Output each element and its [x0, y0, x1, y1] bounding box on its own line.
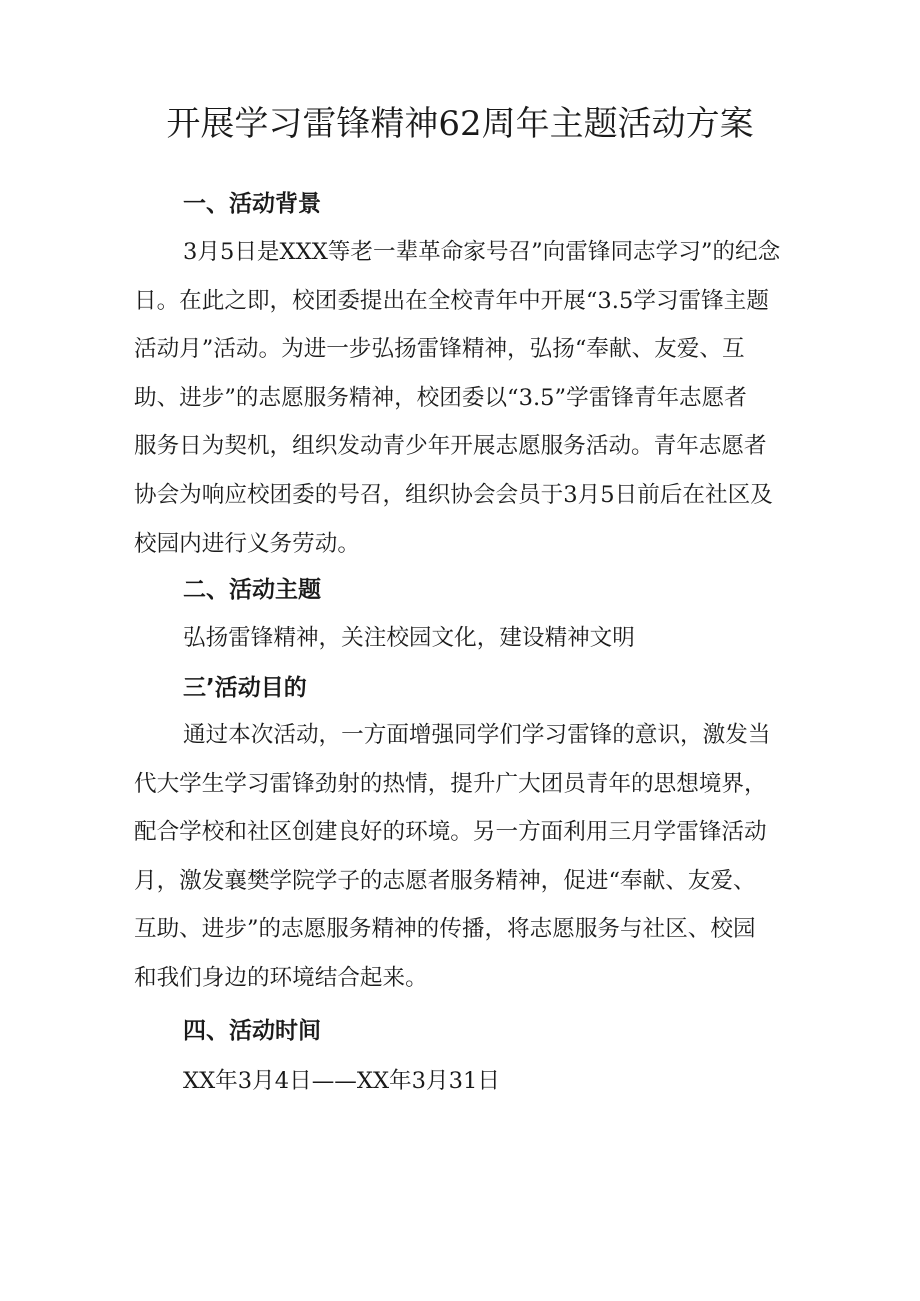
body-line: 月，激发襄樊学院学子的志愿者服务精神，促进“奉献、友爱、	[134, 867, 756, 894]
body-line: 和我们身边的环境结合起来。	[134, 964, 428, 991]
body-line: 通过本次活动，一方面增强同学们学习雷锋的意识，激发当	[183, 722, 771, 748]
section-body-time	[134, 1057, 500, 1106]
body-line: 3月5日是XXX等老一辈革命家号召”向雷锋同志学习”的纪念	[183, 239, 781, 265]
section-body-purpose	[134, 711, 770, 1003]
body-line: 互助、进步”的志愿服务精神的传播，将志愿服务与社区、校园	[134, 916, 756, 943]
section-heading-time: 四、活动时间	[183, 1018, 321, 1044]
body-line: XX年3月4日——XX年3月31日	[183, 1068, 500, 1094]
body-line: 日。在此之即，校团委提出在全校青年中开展“3.5学习雷锋主题	[134, 287, 769, 314]
body-line: 服务日为契机，组织发动青少年开展志愿服务活动。青年志愿者	[134, 433, 767, 460]
body-line: 助、进步”的志愿服务精神，校团委以“3.5”学雷锋青年志愿者	[134, 384, 747, 411]
body-line: 配合学校和社区创建良好的环境。另一方面利用三月学雷锋活动	[134, 819, 767, 846]
section-body-background	[134, 228, 780, 568]
body-line: 代大学生学习雷锋劲射的热情，提升广大团员青年的思想境界，	[134, 770, 767, 797]
body-line: 活动月”活动。为进一步弘扬雷锋精神，弘扬“奉献、友爱、互	[134, 336, 745, 363]
section-heading-purpose: 三’活动目的	[183, 675, 307, 701]
section-body-theme	[134, 614, 635, 663]
document-title: 开展学习雷锋精神62周年主题活动方案	[166, 104, 754, 144]
body-line: 校园内进行义务劳动。	[134, 530, 360, 557]
body-line: 协会为响应校团委的号召，组织协会会员于3月5日前后在社区及	[134, 481, 773, 508]
section-heading-theme: 二、活动主题	[183, 577, 321, 603]
section-heading-background: 一、活动背景	[183, 191, 321, 217]
body-line: 弘扬雷锋精神，关注校园文化，建设精神文明	[183, 625, 635, 651]
